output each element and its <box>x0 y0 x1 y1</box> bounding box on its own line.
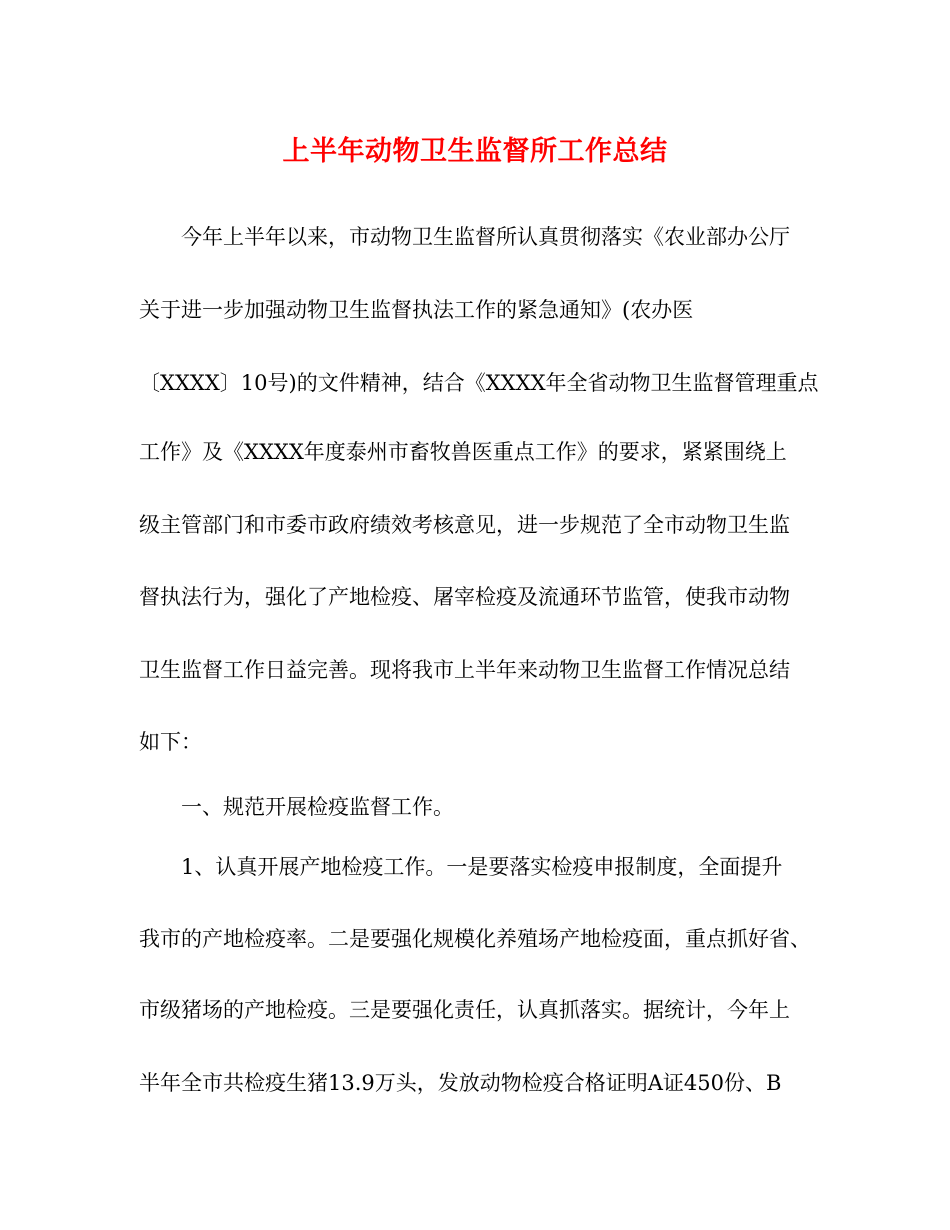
paragraph-line: 卫生监督工作日益完善。现将我市上半年来动物卫生监督工作情况总结 <box>139 658 790 682</box>
paragraph-line: 如下： <box>139 730 202 754</box>
section-heading: 一、规范开展检疫监督工作。 <box>181 795 454 819</box>
document-title: 上半年动物卫生监督所工作总结 <box>282 136 668 167</box>
paragraph-line: 半年全市共检疫生猪13.9万头，发放动物检疫合格证明A证450份、B <box>139 1071 782 1095</box>
paragraph-line: 督执法行为，强化了产地检疫、屠宰检疫及流通环节监管，使我市动物 <box>139 585 790 609</box>
paragraph-line: 级主管部门和市委市政府绩效考核意见，进一步规范了全市动物卫生监 <box>139 513 790 537</box>
paragraph-line: 我市的产地检疫率。二是要强化规模化养殖场产地检疫面，重点抓好省、 <box>139 927 811 951</box>
paragraph-line: 1、认真开展产地检疫工作。一是要落实检疫申报制度，全面提升 <box>181 855 783 879</box>
paragraph-line: 〔XXXX〕10号)的文件精神，结合《XXXX年全省动物卫生监督管理重点 <box>139 371 819 395</box>
paragraph-line: 市级猪场的产地检疫。三是要强化责任，认真抓落实。据统计，今年上 <box>139 998 790 1022</box>
paragraph-line: 今年上半年以来，市动物卫生监督所认真贯彻落实《农业部办公厅 <box>181 225 790 249</box>
paragraph-line: 工作》及《XXXX年度泰州市畜牧兽医重点工作》的要求，紧紧围绕上 <box>139 440 787 464</box>
paragraph-line: 关于进一步加强动物卫生监督执法工作的紧急通知》(农办医 <box>139 298 694 322</box>
